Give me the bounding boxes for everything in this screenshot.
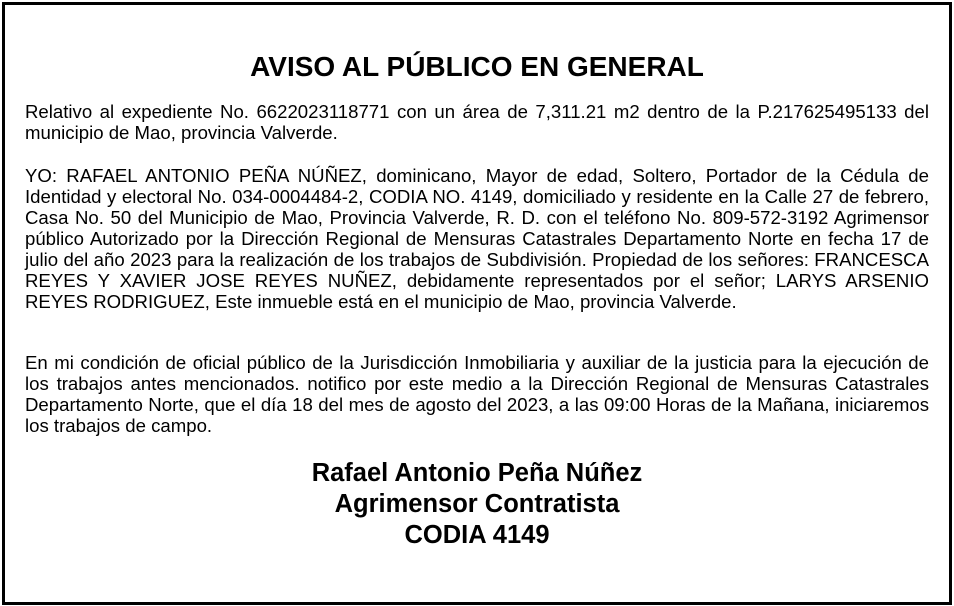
paragraph-declarant: YO: RAFAEL ANTONIO PEÑA NÚÑEZ, dominicano, Mayor de edad, Soltero, Portador de la Cédula de Identidad y electoral No. 034-0004484-2, CODIA NO. 4149, domiciliado y residente en la Calle 27 de febrero, Casa No. 50 del Municipio de Mao, Provincia Valverde, R. D. con el teléfono No. 809-572-3192 Agrimensor público Autorizado por la Dirección Regional de Mensuras Catastrales Departamento Norte en fecha 17 de julio del año 2023 para la realización de los trabajos de Subdivisión. Propiedad de los señores: FRANCESCA REYES Y XAVIER JOSE REYES NUÑEZ, debidamente representados por el señor; LARYS ARSENIO REYES RODRIGUEZ, Este inmueble está en el municipio de Mao, provincia Valverde. xyxy=(25,165,929,312)
signature-name: Rafael Antonio Peña Núñez xyxy=(311,459,643,487)
signature-codia: CODIA 4149 xyxy=(404,521,550,549)
notice-content xyxy=(25,5,929,602)
paragraph-expediente: Relativo al expediente No. 6622023118771 con un área de 7,311.21 m2 dentro de la P.217625495133 del municipio de Mao, provincia Valverde. xyxy=(25,101,929,143)
notice-title: AVISO AL PÚBLICO EN GENERAL xyxy=(250,51,704,82)
signature-role: Agrimensor Contratista xyxy=(334,490,620,518)
notice-border-frame xyxy=(2,2,952,605)
paragraph-notification: En mi condición de oficial público de la Jurisdicción Inmobiliaria y auxiliar de la justicia para la ejecución de los trabajos antes mencionados. notifico por este medio a la Dirección Regional de Mensuras Catastrales Departamento Norte, que el día 18 del mes de agosto del 2023, a las 09:00 Horas de la Mañana, iniciaremos los trabajos de campo. xyxy=(25,352,929,436)
signature-block xyxy=(25,458,929,551)
